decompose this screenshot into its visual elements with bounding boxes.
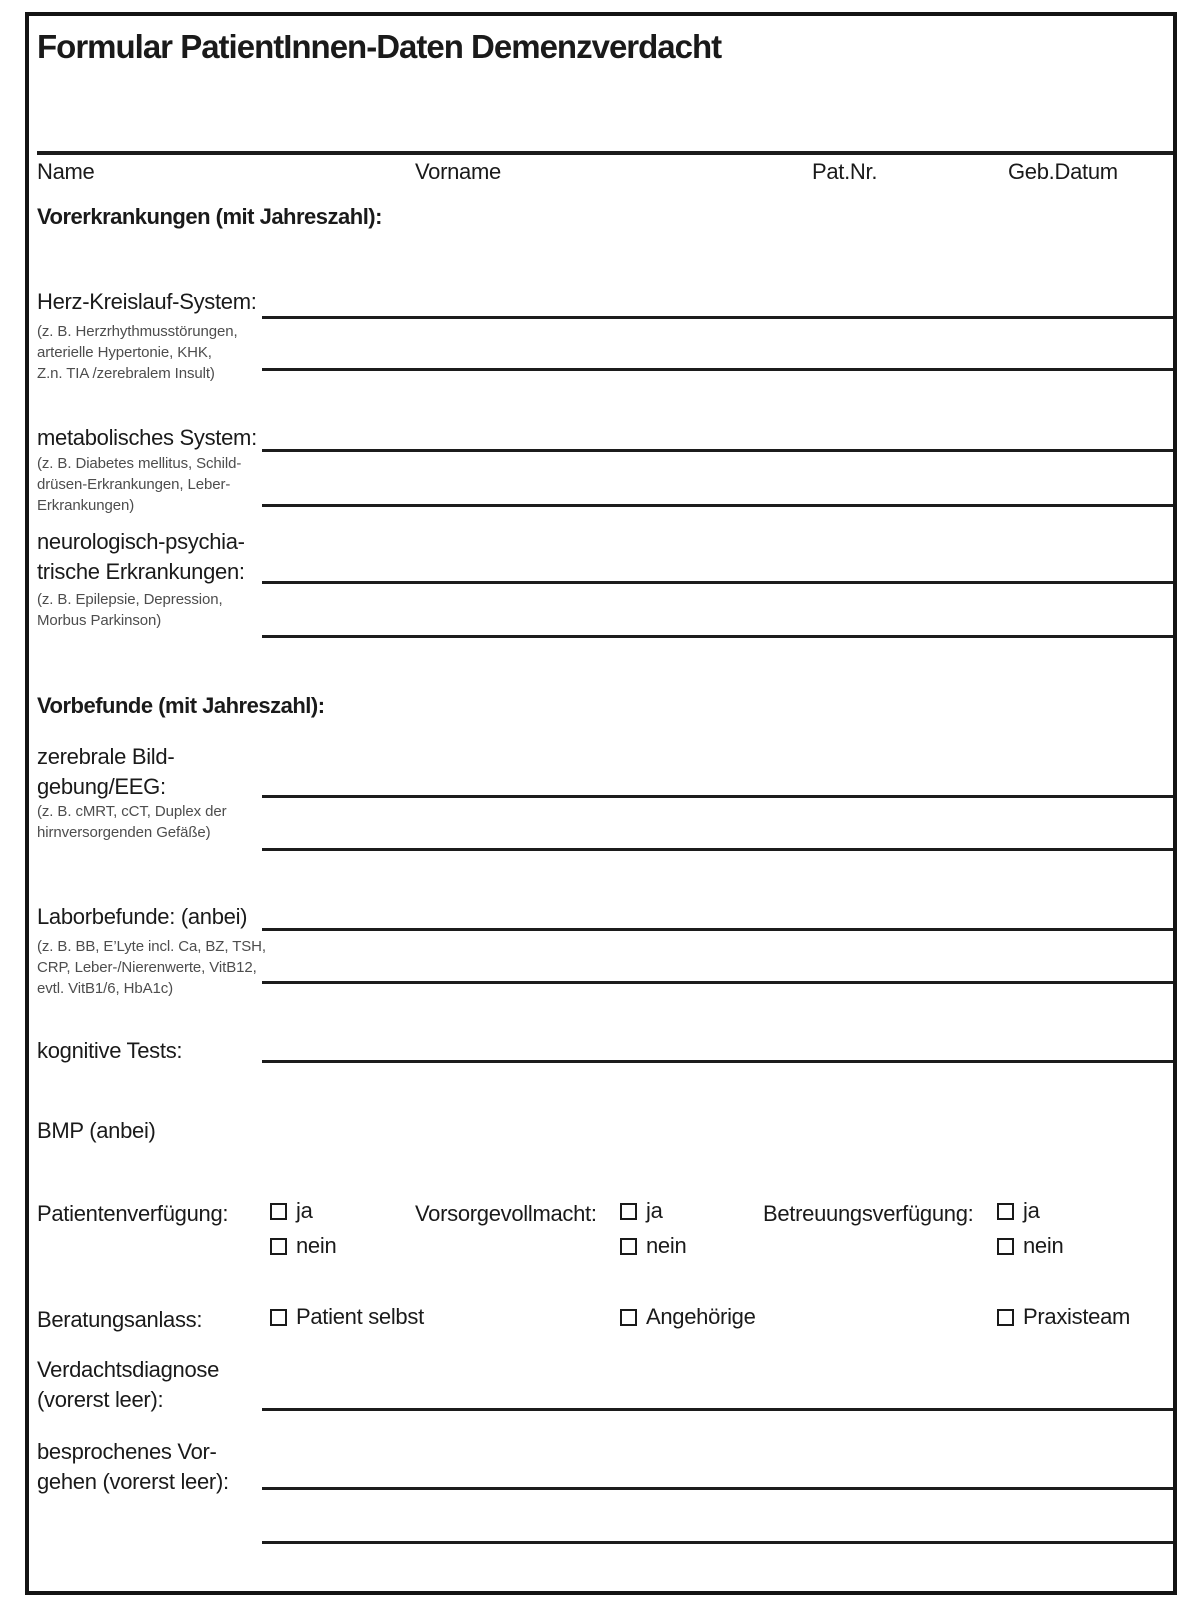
vorsorgevollmacht-options — [620, 1197, 686, 1260]
field-label-patnr: Pat.Nr. — [812, 159, 878, 184]
patientenverfuegung-nein-checkbox[interactable] — [270, 1238, 287, 1255]
labor-hint-row: CRP, Leber-/Nierenwerte, VitB12, — [37, 959, 257, 976]
verdachtsdiagnose-input-line[interactable] — [262, 1408, 1173, 1411]
vorsorgevollmacht-label: Vorsorgevollmacht: — [415, 1201, 597, 1226]
neurologisch-hint-row: Morbus Parkinson) — [37, 612, 162, 629]
kognitiv-label: kognitive Tests: — [37, 1038, 183, 1063]
bildgebung-hint — [37, 801, 226, 843]
checkbox-label: Patient selbst — [296, 1304, 424, 1329]
checkbox-label: Praxisteam — [1023, 1304, 1131, 1329]
herz-hint-row: (z. B. Herzrhythmusstörungen, — [37, 323, 238, 340]
checkbox-label: nein — [296, 1233, 337, 1258]
betreuungsverfuegung-options — [997, 1197, 1063, 1260]
patientenverfuegung-options — [270, 1197, 336, 1260]
bildgebung-label-1: zerebrale Bild- — [37, 744, 175, 769]
verdachtsdiagnose-label-2: (vorerst leer): — [37, 1387, 164, 1412]
field-label-name: Name — [37, 159, 95, 184]
herz-hint-row: Z.n. TIA /zerebralem Insult) — [37, 365, 215, 382]
betreuungsverfuegung-option-ja[interactable] — [997, 1197, 1063, 1225]
vorsorgevollmacht-nein-checkbox[interactable] — [620, 1238, 637, 1255]
form-title: Formular PatientInnen-Daten Demenzverdacht — [37, 28, 722, 65]
herz-hint-row: arterielle Hypertonie, KHK, — [37, 344, 212, 361]
neurologisch-input-line-1[interactable] — [262, 581, 1173, 584]
vorsorgevollmacht-option-ja[interactable] — [620, 1197, 686, 1225]
bildgebung-label-2: gebung/EEG: — [37, 774, 166, 799]
checkbox-label: ja — [646, 1198, 663, 1223]
vorsorgevollmacht-option-nein[interactable] — [620, 1232, 686, 1260]
checkbox-label: ja — [1023, 1198, 1040, 1223]
neurologisch-label-2: trische Erkrankungen: — [37, 559, 245, 584]
bildgebung-hint-row: (z. B. cMRT, cCT, Duplex der — [37, 803, 227, 820]
vorsorgevollmacht-ja-checkbox[interactable] — [620, 1203, 637, 1220]
neurologisch-hint-row: (z. B. Epilepsie, Depression, — [37, 591, 223, 608]
patientenverfuegung-ja-checkbox[interactable] — [270, 1203, 287, 1220]
bildgebung-hint-row: hirnversorgenden Gefäße) — [37, 824, 211, 841]
checkbox-label: nein — [646, 1233, 687, 1258]
herz-input-line-2[interactable] — [262, 368, 1173, 371]
patientenverfuegung-label: Patientenverfügung: — [37, 1201, 229, 1226]
herz-label: Herz-Kreislauf-System: — [37, 289, 257, 314]
metabolisch-hint-row: (z. B. Diabetes mellitus, Schild- — [37, 455, 242, 472]
beratungsanlass-option-praxisteam[interactable] — [997, 1303, 1130, 1331]
kognitiv-input-line[interactable] — [262, 1060, 1173, 1063]
betreuungsverfuegung-label: Betreuungsverfügung: — [763, 1201, 974, 1226]
metabolisch-input-line-2[interactable] — [262, 504, 1173, 507]
labor-hint — [37, 936, 266, 999]
patient-selbst-checkbox[interactable] — [270, 1309, 287, 1326]
neurologisch-label-1: neurologisch-psychia- — [37, 529, 245, 554]
vorgehen-label-2: gehen (vorerst leer): — [37, 1469, 229, 1494]
praxisteam-checkbox[interactable] — [997, 1309, 1014, 1326]
labor-hint-row: (z. B. BB, E’Lyte incl. Ca, BZ, TSH, — [37, 938, 266, 955]
beratungsanlass-option-angehoerige[interactable] — [620, 1303, 756, 1331]
labor-input-line-1[interactable] — [262, 928, 1173, 931]
labor-hint-row: evtl. VitB1/6, HbA1c) — [37, 980, 174, 997]
bmp-label: BMP (anbei) — [37, 1118, 156, 1143]
metabolisch-input-line-1[interactable] — [262, 449, 1173, 452]
field-label-vorname: Vorname — [415, 159, 501, 184]
bildgebung-input-line-1[interactable] — [262, 795, 1173, 798]
checkbox-label: nein — [1023, 1233, 1064, 1258]
bildgebung-input-line-2[interactable] — [262, 848, 1173, 851]
metabolisch-label: metabolisches System: — [37, 425, 257, 450]
herz-input-line-1[interactable] — [262, 316, 1173, 319]
vorgehen-input-line-2[interactable] — [262, 1541, 1173, 1544]
verdachtsdiagnose-label-1: Verdachtsdiagnose — [37, 1357, 220, 1382]
section-heading-vorerkrankungen: Vorerkrankungen (mit Jahreszahl): — [37, 204, 382, 229]
betreuungsverfuegung-option-nein[interactable] — [997, 1232, 1063, 1260]
neurologisch-hint — [37, 589, 223, 631]
checkbox-label: ja — [296, 1198, 313, 1223]
patientenverfuegung-option-ja[interactable] — [270, 1197, 336, 1225]
metabolisch-hint — [37, 453, 241, 516]
metabolisch-hint-row: Erkrankungen) — [37, 497, 135, 514]
herz-hint — [37, 321, 238, 384]
beratungsanlass-option-patient-selbst[interactable] — [270, 1303, 424, 1331]
angehoerige-checkbox[interactable] — [620, 1309, 637, 1326]
betreuungsverfuegung-nein-checkbox[interactable] — [997, 1238, 1014, 1255]
patientenverfuegung-option-nein[interactable] — [270, 1232, 336, 1260]
vorgehen-label-1: besprochenes Vor- — [37, 1439, 217, 1464]
labor-input-line-2[interactable] — [262, 981, 1173, 984]
betreuungsverfuegung-ja-checkbox[interactable] — [997, 1203, 1014, 1220]
neurologisch-input-line-2[interactable] — [262, 635, 1173, 638]
beratungsanlass-label: Beratungsanlass: — [37, 1307, 203, 1332]
header-write-line[interactable] — [37, 151, 1173, 155]
labor-label: Laborbefunde: (anbei) — [37, 904, 248, 929]
field-label-gebdatum: Geb.Datum — [1008, 159, 1118, 184]
vorgehen-input-line-1[interactable] — [262, 1487, 1173, 1490]
section-heading-vorbefunde: Vorbefunde (mit Jahreszahl): — [37, 693, 325, 718]
metabolisch-hint-row: drüsen-Erkrankungen, Leber- — [37, 476, 231, 493]
checkbox-label: Angehörige — [646, 1304, 756, 1329]
